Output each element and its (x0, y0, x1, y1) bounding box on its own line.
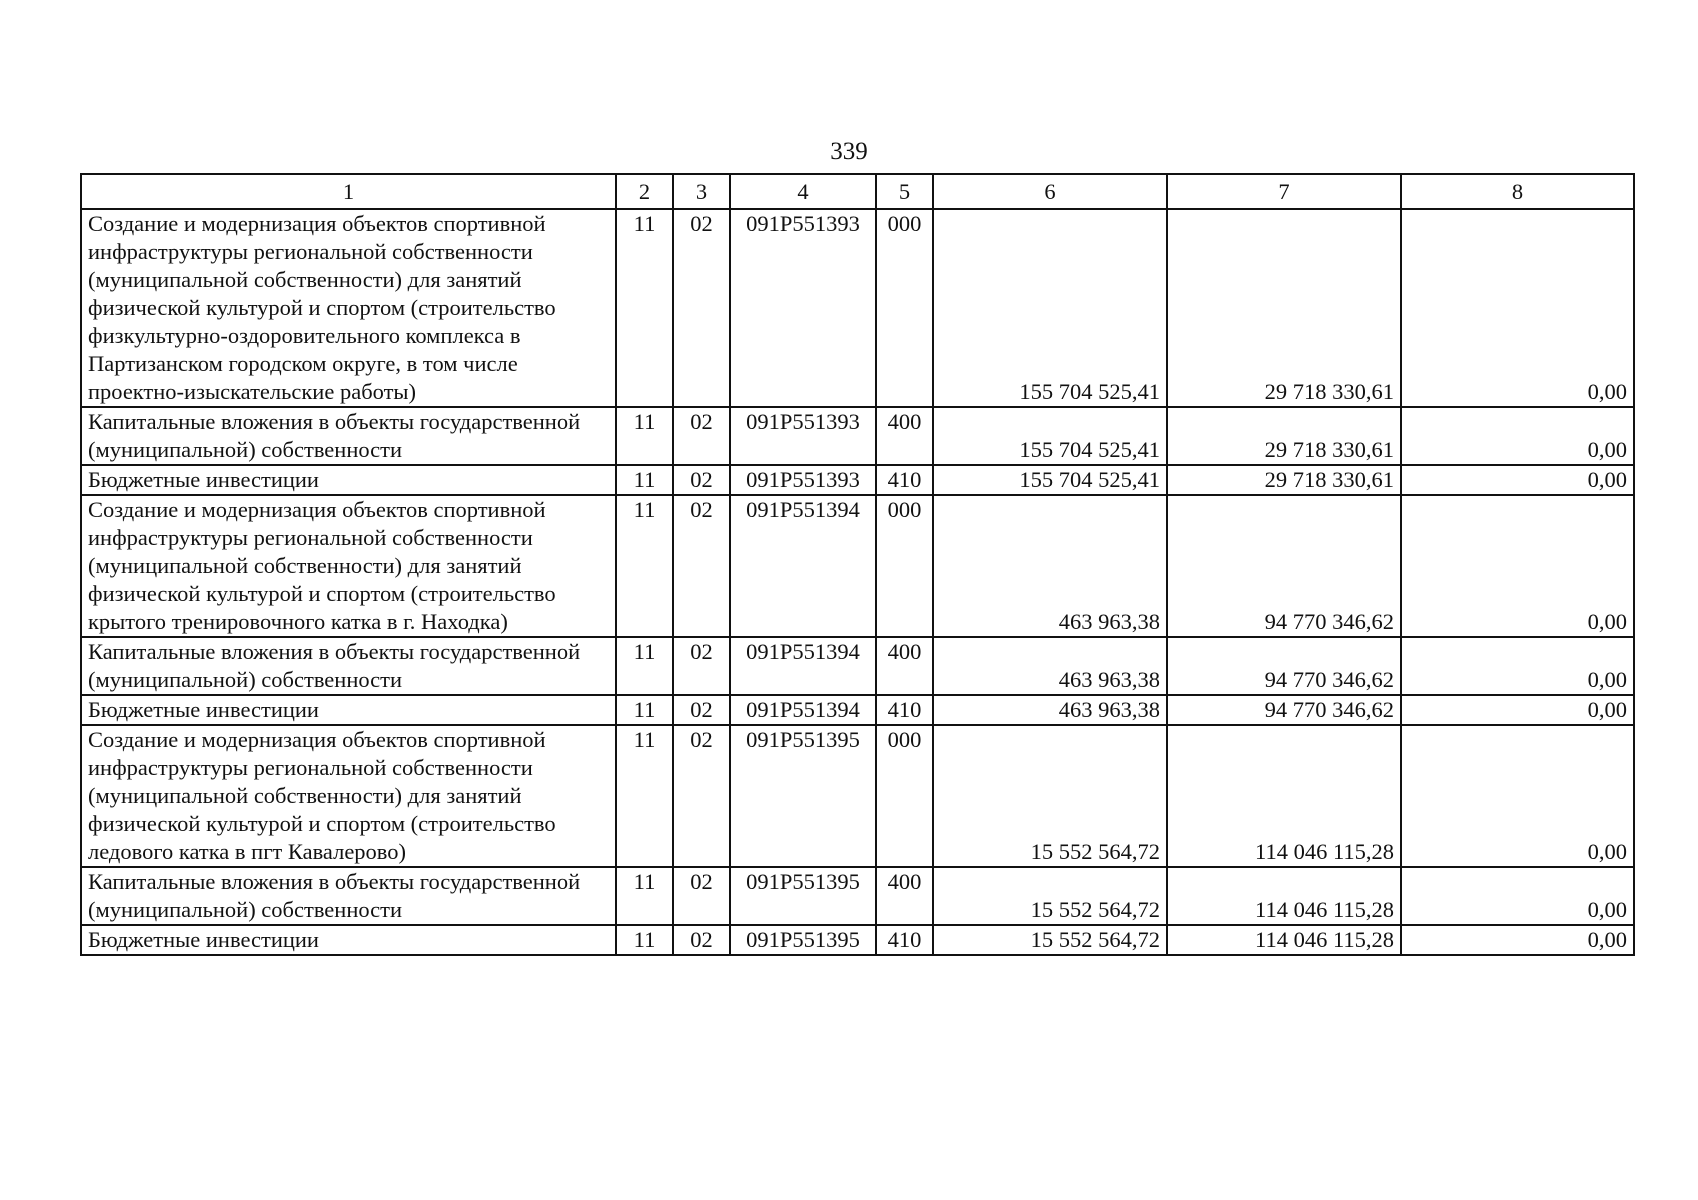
row-name: Создание и модернизация объектов спортивной инфраструктуры региональной собственности (муниципальной собственности) для занятий физической культурой и спортом (строительство физкультурно-оздоровительного комплекса в Партизанском городском округе, в том числе проектно-изыскательские работы) (81, 209, 616, 407)
row-amount-7: 29 718 330,61 (1167, 209, 1401, 407)
row-amount-8: 0,00 (1401, 695, 1634, 725)
row-amount-6: 155 704 525,41 (933, 407, 1167, 465)
row-expense-type: 410 (876, 465, 933, 495)
row-expense-type: 410 (876, 695, 933, 725)
row-expense-type: 400 (876, 867, 933, 925)
row-amount-8: 0,00 (1401, 925, 1634, 955)
row-expense-type: 410 (876, 925, 933, 955)
header-cell-1: 1 (81, 174, 616, 209)
row-amount-7: 114 046 115,28 (1167, 867, 1401, 925)
row-name: Создание и модернизация объектов спортивной инфраструктуры региональной собственности (муниципальной собственности) для занятий физической культурой и спортом (строительство ледового катка в пгт Кавалерово) (81, 725, 616, 867)
row-expense-type: 400 (876, 407, 933, 465)
budget-table (80, 173, 1635, 956)
row-subsection: 02 (673, 867, 730, 925)
row-amount-8: 0,00 (1401, 407, 1634, 465)
row-amount-6: 463 963,38 (933, 495, 1167, 637)
row-subsection: 02 (673, 495, 730, 637)
header-cell-6: 6 (933, 174, 1167, 209)
header-cell-5: 5 (876, 174, 933, 209)
row-amount-6: 15 552 564,72 (933, 925, 1167, 955)
row-amount-6: 463 963,38 (933, 695, 1167, 725)
row-name: Создание и модернизация объектов спортивной инфраструктуры региональной собственности (муниципальной собственности) для занятий физической культурой и спортом (строительство крытого тренировочного катка в г. Находка) (81, 495, 616, 637)
row-name: Капитальные вложения в объекты государственной (муниципальной) собственности (81, 867, 616, 925)
row-amount-7: 114 046 115,28 (1167, 725, 1401, 867)
row-amount-8: 0,00 (1401, 867, 1634, 925)
row-subsection: 02 (673, 695, 730, 725)
table-row (81, 867, 1634, 925)
header-row (81, 174, 1634, 209)
table-row (81, 465, 1634, 495)
row-amount-8: 0,00 (1401, 725, 1634, 867)
row-section: 11 (616, 209, 673, 407)
row-section: 11 (616, 495, 673, 637)
row-amount-8: 0,00 (1401, 209, 1634, 407)
row-amount-6: 155 704 525,41 (933, 209, 1167, 407)
row-expense-type: 400 (876, 637, 933, 695)
row-subsection: 02 (673, 407, 730, 465)
row-expense-type: 000 (876, 209, 933, 407)
row-target-code: 091P551393 (730, 407, 876, 465)
header-cell-8: 8 (1401, 174, 1634, 209)
row-section: 11 (616, 867, 673, 925)
row-target-code: 091P551394 (730, 637, 876, 695)
header-cell-2: 2 (616, 174, 673, 209)
table-row (81, 695, 1634, 725)
row-name: Капитальные вложения в объекты государственной (муниципальной) собственности (81, 407, 616, 465)
row-amount-7: 29 718 330,61 (1167, 465, 1401, 495)
row-section: 11 (616, 925, 673, 955)
row-amount-7: 114 046 115,28 (1167, 925, 1401, 955)
row-amount-8: 0,00 (1401, 465, 1634, 495)
row-target-code: 091P551394 (730, 695, 876, 725)
row-subsection: 02 (673, 725, 730, 867)
row-name: Капитальные вложения в объекты государственной (муниципальной) собственности (81, 637, 616, 695)
row-subsection: 02 (673, 637, 730, 695)
row-amount-6: 463 963,38 (933, 637, 1167, 695)
header-cell-7: 7 (1167, 174, 1401, 209)
row-target-code: 091P551395 (730, 725, 876, 867)
row-target-code: 091P551395 (730, 925, 876, 955)
table-row (81, 725, 1634, 867)
row-target-code: 091P551395 (730, 867, 876, 925)
row-name: Бюджетные инвестиции (81, 925, 616, 955)
row-subsection: 02 (673, 925, 730, 955)
row-subsection: 02 (673, 465, 730, 495)
row-name: Бюджетные инвестиции (81, 465, 616, 495)
header-cell-3: 3 (673, 174, 730, 209)
table-row (81, 925, 1634, 955)
table-row (81, 495, 1634, 637)
row-target-code: 091P551394 (730, 495, 876, 637)
table-row (81, 209, 1634, 407)
header-cell-4: 4 (730, 174, 876, 209)
page-number: 339 (830, 138, 868, 165)
row-section: 11 (616, 407, 673, 465)
table-row (81, 407, 1634, 465)
row-amount-6: 155 704 525,41 (933, 465, 1167, 495)
row-section: 11 (616, 695, 673, 725)
row-amount-6: 15 552 564,72 (933, 867, 1167, 925)
row-target-code: 091P551393 (730, 209, 876, 407)
row-amount-7: 29 718 330,61 (1167, 407, 1401, 465)
row-section: 11 (616, 465, 673, 495)
row-expense-type: 000 (876, 725, 933, 867)
row-amount-7: 94 770 346,62 (1167, 637, 1401, 695)
row-amount-7: 94 770 346,62 (1167, 495, 1401, 637)
row-section: 11 (616, 725, 673, 867)
row-amount-6: 15 552 564,72 (933, 725, 1167, 867)
row-subsection: 02 (673, 209, 730, 407)
table-row (81, 637, 1634, 695)
row-section: 11 (616, 637, 673, 695)
row-amount-7: 94 770 346,62 (1167, 695, 1401, 725)
row-amount-8: 0,00 (1401, 637, 1634, 695)
row-target-code: 091P551393 (730, 465, 876, 495)
row-amount-8: 0,00 (1401, 495, 1634, 637)
row-name: Бюджетные инвестиции (81, 695, 616, 725)
row-expense-type: 000 (876, 495, 933, 637)
